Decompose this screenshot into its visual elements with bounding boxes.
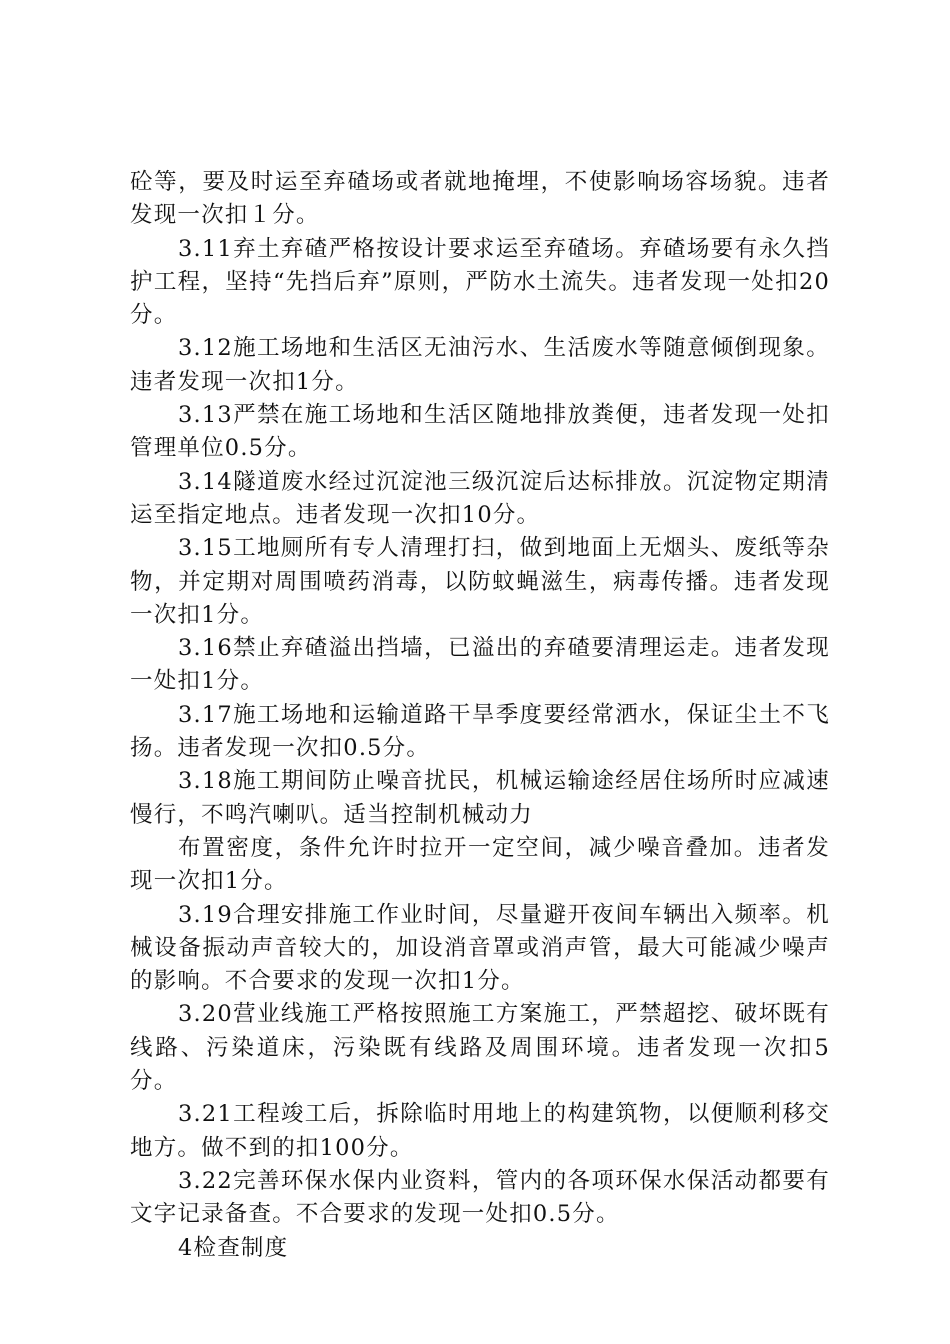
paragraph-3-21: 3.21工程竣工后，拆除临时用地上的构建筑物，以便顺利移交地方。做不到的扣100分。	[130, 1101, 830, 1161]
paragraph-3-14: 3.14隧道废水经过沉淀池三级沉淀后达标排放。沉淀物定期清运至指定地点。违者发现一次扣10分。	[130, 468, 830, 528]
paragraph-3-13: 3.13严禁在施工场地和生活区随地排放粪便，违者发现一处扣管理单位0.5分。	[130, 402, 830, 462]
paragraph-3-19: 3.19合理安排施工作业时间，尽量避开夜间车辆出入频率。机械设备振动声音较大的，加设消音罩或消声管，最大可能减少噪声的影响。不合要求的发现一次扣1分。	[130, 901, 830, 995]
paragraph-3-22: 3.22完善环保水保内业资料，管内的各项环保水保活动都要有文字记录备查。不合要求的发现一处扣0.5分。	[130, 1167, 830, 1228]
paragraph-3-11: 3.11弃土弃碴严格按设计要求运至弃碴场。弃碴场要有永久挡护工程，坚持“先挡后弃”原则，严防水土流失。违者发现一处扣20分。	[130, 235, 830, 329]
paragraph-3-15: 3.15工地厕所有专人清理打扫，做到地面上无烟头、废纸等杂物，并定期对周围喷药消毒，以防蚊蝇滋生，病毒传播。违者发现一次扣1分。	[130, 535, 830, 628]
paragraph-3-16: 3.16禁止弃碴溢出挡墙，已溢出的弃碴要清理运走。违者发现一处扣1分。	[130, 635, 830, 695]
paragraph-3-12: 3.12施工场地和生活区无油污水、生活废水等随意倾倒现象。违者发现一次扣1分。	[130, 335, 830, 395]
paragraph-3-18: 3.18施工期间防止噪音扰民，机械运输途经居住场所时应减速慢行，不鸣汽喇叭。适当控制机械动力	[130, 768, 830, 828]
section-heading-4: 4检查制度	[178, 1234, 289, 1261]
paragraph-3-20: 3.20营业线施工严格按照施工方案施工，严禁超挖、破坏既有线路、污染道床，污染既有线路及周围环境。违者发现一次扣5分。	[130, 1001, 830, 1095]
document-body	[130, 166, 830, 1265]
paragraph-continuation: 砼等，要及时运至弃碴场或者就地掩埋，不使影响场容场貌。违者发现一次扣１分。	[130, 169, 830, 229]
paragraph-3-18-continued: 布置密度，条件允许时拉开一定空间，减少噪音叠加。违者发现一次扣1分。	[130, 834, 830, 895]
paragraph-3-17: 3.17施工场地和运输道路干旱季度要经常洒水，保证尘土不飞扬。违者发现一次扣0.5分。	[130, 701, 830, 762]
